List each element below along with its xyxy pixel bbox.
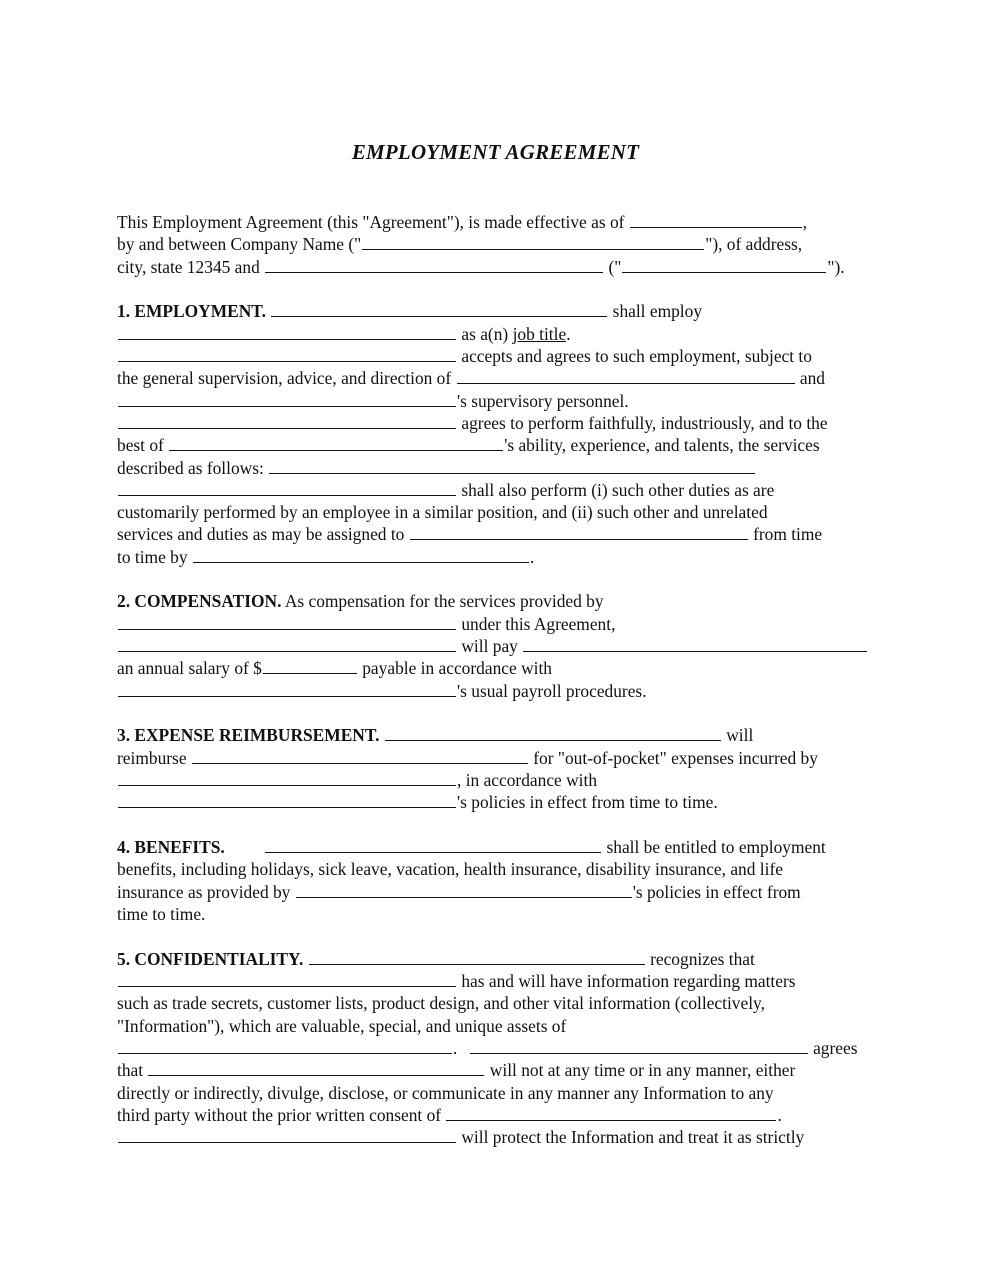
s2-line-4: an annual salary of $ payable in accordance with: [117, 658, 552, 678]
s1-line-3: accepts and agrees to such employment, subject to: [117, 345, 812, 367]
s1-employer-blank-2[interactable]: [118, 391, 456, 407]
section-2-heading: 2. COMPENSATION.: [117, 591, 282, 611]
s2-line-3: will pay: [117, 635, 868, 657]
s3-employee-blank-2[interactable]: [118, 770, 456, 786]
intro-line-3: city, state 12345 and (" ").: [117, 257, 845, 277]
s1-line-10: customarily performed by an employee in a similar position, and (ii) such other and unrelated: [117, 502, 768, 522]
s1-line-6: agrees to perform faithfully, industriously, and to the: [117, 412, 828, 434]
s1-employee-blank-2[interactable]: [118, 346, 456, 362]
s5-line-5: . agrees: [117, 1037, 858, 1059]
s1-services-blank[interactable]: [269, 458, 755, 474]
s1-line-5: 's supervisory personnel.: [117, 390, 629, 412]
s1-line-12: to time by .: [117, 547, 535, 567]
s4-line-1: 4. BENEFITS. shall be entitled to employment: [117, 837, 826, 857]
s5-line-6: that will not at any time or in any manner, either: [117, 1060, 796, 1080]
s5-employer-blank-3[interactable]: [446, 1105, 776, 1121]
intro-line-1: This Employment Agreement (this "Agreement"), is made effective as of ,: [117, 212, 808, 232]
s3-line-4: 's policies in effect from time to time.: [117, 791, 718, 813]
document-title: EMPLOYMENT AGREEMENT: [351, 140, 640, 164]
s4-line-4: time to time.: [117, 904, 206, 924]
s2-employee-blank-2[interactable]: [523, 636, 867, 652]
intro-line-2: by and between Company Name (" "), of address,: [117, 234, 803, 254]
s2-line-1: 2. COMPENSATION. As compensation for the services provided by: [117, 591, 604, 611]
s3-line-1: 3. EXPENSE REIMBURSEMENT. will: [117, 725, 754, 745]
s1-line-2: as a(n) job title.: [117, 323, 571, 345]
s2-employer-blank-2[interactable]: [118, 681, 456, 697]
s3-employee-blank[interactable]: [192, 748, 528, 764]
s1-employee-blank[interactable]: [118, 324, 456, 340]
section-1-heading: 1. EMPLOYMENT.: [117, 301, 266, 321]
s5-line-1: 5. CONFIDENTIALITY. recognizes that: [117, 949, 755, 969]
s1-line-1: 1. EMPLOYMENT. shall employ: [117, 301, 703, 321]
s5-line-2: has and will have information regarding matters: [117, 970, 796, 992]
s5-employer-blank-2[interactable]: [118, 1038, 452, 1054]
s1-line-8: described as follows:: [117, 457, 756, 479]
s4-employer-blank[interactable]: [296, 882, 632, 898]
s1-line-11: services and duties as may be assigned to from time: [117, 524, 823, 544]
salary-amount-blank[interactable]: [263, 658, 357, 674]
s5-employee-blank-3[interactable]: [148, 1060, 484, 1076]
employee-short-name-blank[interactable]: [622, 257, 826, 273]
s4-employee-blank[interactable]: [265, 837, 601, 853]
s2-line-2: under this Agreement,: [117, 613, 615, 635]
s5-employee-blank[interactable]: [309, 949, 645, 965]
s1-employer-blank[interactable]: [271, 301, 607, 317]
s1-line-9: shall also perform (i) such other duties as are: [117, 479, 774, 501]
s1-line-4: the general supervision, advice, and direction of and: [117, 368, 826, 388]
s5-line-4: "Information"), which are valuable, special, and unique assets of: [117, 1016, 567, 1036]
s1-employee-blank-5[interactable]: [118, 480, 456, 496]
s1-employee-blank-4[interactable]: [169, 435, 503, 451]
job-title-field[interactable]: job title: [512, 324, 567, 344]
s5-line-8: third party without the prior written consent of .: [117, 1105, 782, 1125]
s5-line-7: directly or indirectly, divulge, disclose, or communicate in any manner any Information to any: [117, 1083, 774, 1103]
section-3-heading: 3. EXPENSE REIMBURSEMENT.: [117, 725, 380, 745]
s1-employer-blank-3[interactable]: [193, 547, 529, 563]
section-5-heading: 5. CONFIDENTIALITY.: [117, 949, 304, 969]
s5-employer-blank[interactable]: [118, 971, 456, 987]
company-name-blank[interactable]: [362, 234, 704, 250]
s1-employee-blank-6[interactable]: [410, 524, 748, 540]
s3-employer-blank[interactable]: [385, 725, 721, 741]
s4-line-3: insurance as provided by 's policies in effect from: [117, 882, 801, 902]
section-4-heading: 4. BENEFITS.: [117, 837, 225, 857]
s5-line-9: will protect the Information and treat it as strictly: [117, 1126, 804, 1148]
s5-line-3: such as trade secrets, customer lists, product design, and other vital information (collectively,: [117, 993, 765, 1013]
s4-line-2: benefits, including holidays, sick leave, vacation, health insurance, disability insurance, and life: [117, 859, 783, 879]
s1-line-7: best of 's ability, experience, and talents, the services: [117, 435, 820, 455]
s2-employer-blank[interactable]: [118, 636, 456, 652]
s5-employee-blank-4[interactable]: [118, 1127, 456, 1143]
s3-employer-blank-2[interactable]: [118, 792, 456, 808]
s2-employee-blank[interactable]: [118, 614, 456, 630]
s5-employee-blank-2[interactable]: [470, 1038, 808, 1054]
s1-employee-blank-3[interactable]: [118, 413, 456, 429]
s3-line-3: , in accordance with: [117, 769, 597, 791]
s2-line-5: 's usual payroll procedures.: [117, 680, 647, 702]
s3-line-2: reimburse for "out-of-pocket" expenses incurred by: [117, 748, 818, 768]
effective-date-blank[interactable]: [630, 212, 802, 228]
s1-supervisor-blank[interactable]: [457, 368, 795, 384]
employee-name-blank[interactable]: [265, 257, 603, 273]
